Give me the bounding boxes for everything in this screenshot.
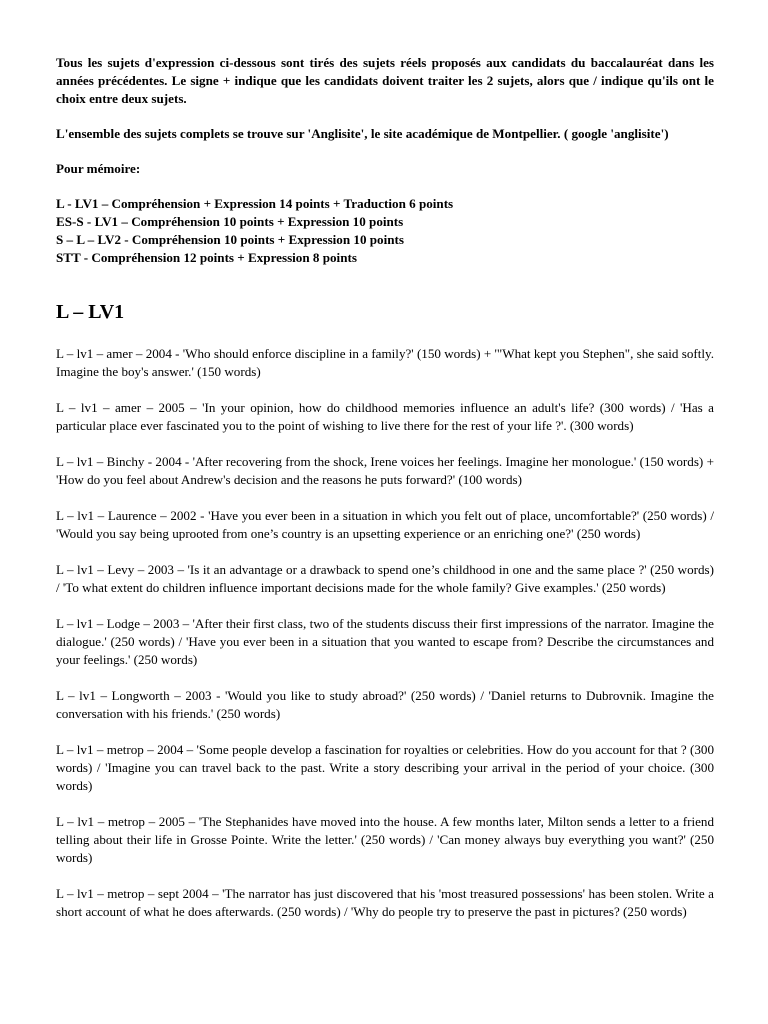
subject-entry: L – lv1 – amer – 2005 – 'In your opinion, how do childhood memories influence an adult's life? (300 words) / 'Has a particular place ever fascinated you to the point of wishing to live there for the rest of your life ?'. (300 words) (56, 400, 714, 433)
document-page (56, 54, 714, 939)
section-heading: L – LV1 (56, 301, 125, 323)
subject-entry: L – lv1 – Binchy - 2004 - 'After recovering from the shock, Irene voices her feelings. Imagine her monologue.' (150 words) + 'How do you feel about Andrew's decision and the reasons he puts forward?' (100 words) (56, 454, 714, 487)
subject-entry: L – lv1 – metrop – 2005 – 'The Stephanides have moved into the house. A few months later, Milton sends a letter to a friend telling about their life in Grosse Pointe. Write the letter.' (250 words) / 'Can money always buy everything you want?' (250 words) (56, 814, 714, 865)
subject-entry: L – lv1 – Levy – 2003 – 'Is it an advantage or a drawback to spend one’s childhood in one and the same place ?' (250 words) / 'To what extent do children influence important decisions made for the whole family? Give examples.' (250 words) (56, 562, 714, 595)
memo-list (56, 195, 714, 267)
intro-paragraph-1: Tous les sujets d'expression ci-dessous sont tirés des sujets réels proposés aux candidats du baccalauréat dans les années précédentes. Le signe + indique que les candidats doivent traiter les 2 sujets, alors que / indique qu'ils ont le choix entre deux sujets. (56, 55, 714, 106)
subject-entry: L – lv1 – Longworth – 2003 - 'Would you like to study abroad?' (250 words) / 'Daniel returns to Dubrovnik. Imagine the conversation with his friends.' (250 words) (56, 688, 714, 721)
subject-entry: L – lv1 – metrop – 2004 – 'Some people develop a fascination for royalties or celebrities. How do you account for that ? (300 words) / 'Imagine you can travel back to the past. Write a story describing your arrival in the period of your choice. (300 words) (56, 742, 714, 793)
subject-entry: L – lv1 – Lodge – 2003 – 'After their first class, two of the students discuss their first impressions of the narrator. Imagine the dialogue.' (250 words) / 'Have you ever been in a situation that you wanted to escape from? Describe the circumstances and your feelings.' (250 words) (56, 616, 714, 667)
memo-line-es-s-lv1: ES-S - LV1 – Compréhension 10 points + Expression 10 points (56, 214, 404, 229)
memo-line-stt: STT - Compréhension 12 points + Expression 8 points (56, 250, 357, 265)
subject-entry: L – lv1 – amer – 2004 - 'Who should enforce discipline in a family?' (150 words) + '"What kept you Stephen", she said softly. Imagine the boy's answer.' (150 words) (56, 346, 714, 379)
memo-line-l-lv1: L - LV1 – Compréhension + Expression 14 points + Traduction 6 points (56, 196, 454, 211)
intro-paragraph-2: L'ensemble des sujets complets se trouve sur 'Anglisite', le site académique de Montpellier. ( google 'anglisite') (56, 126, 669, 141)
memo-title: Pour mémoire: (56, 161, 141, 176)
subject-entry: L – lv1 – metrop – sept 2004 – 'The narrator has just discovered that his 'most treasured possessions' has been stolen. Write a short account of what he does afterwards. (250 words) / 'Why do people try to preserve the past in pictures? (250 words) (56, 886, 714, 919)
memo-line-s-l-lv2: S – L – LV2 - Compréhension 10 points + Expression 10 points (56, 232, 404, 247)
subject-entry: L – lv1 – Laurence – 2002 - 'Have you ever been in a situation in which you felt out of place, uncomfortable?' (250 words) / 'Would you say being uprooted from one’s country is an upsetting experience or an enriching one?' (250 words) (56, 508, 714, 541)
